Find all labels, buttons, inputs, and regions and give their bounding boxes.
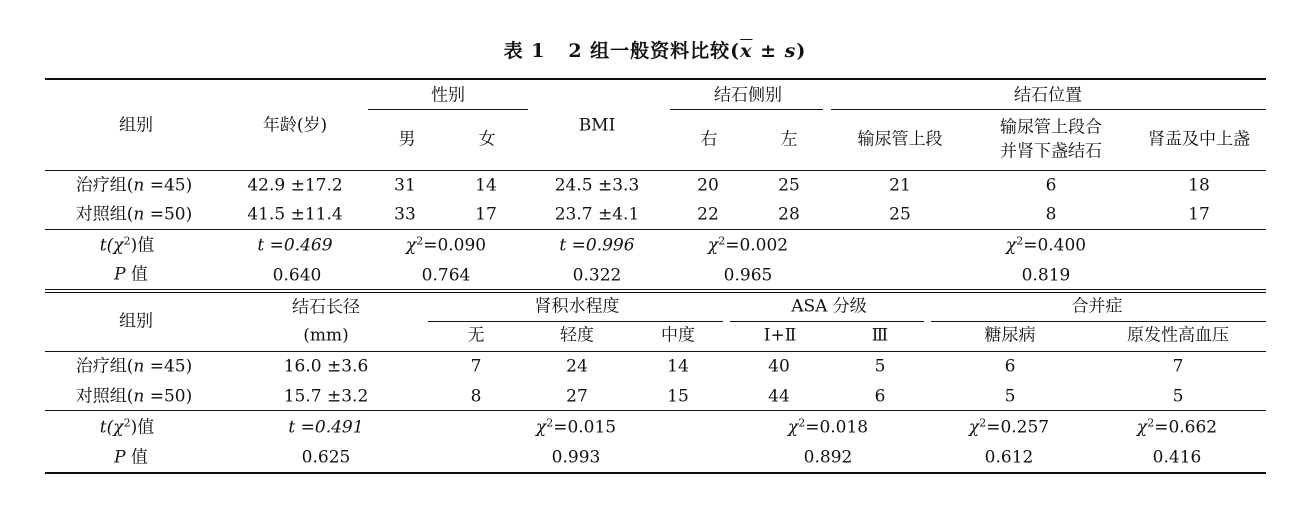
t1-row2-pos1: 25 — [889, 204, 911, 225]
p-symbol: P — [114, 447, 126, 468]
stat-value: =0.018 — [805, 417, 869, 438]
t2-stat-hydro — [536, 418, 616, 439]
superscript-2: 2 — [1016, 234, 1024, 248]
t1-row2-left: 28 — [778, 204, 800, 225]
stat-value: =0.090 — [423, 235, 487, 256]
t1-row2-male: 33 — [394, 204, 416, 225]
t2-row1-diabetes: 6 — [1004, 356, 1016, 377]
title-close: ) — [796, 40, 807, 62]
t2-header-comorbidity: 合并症 — [1071, 296, 1123, 317]
table-caption: 2 组一般资料比较( — [568, 40, 741, 62]
group-label: 对照组( — [75, 204, 134, 225]
t1-stat-age — [257, 236, 332, 257]
n-symbol: n — [133, 386, 145, 407]
t1-p-bmi: 0.322 — [572, 265, 622, 286]
t2-row1-none: 7 — [470, 356, 482, 377]
sex-header-rule — [368, 109, 528, 110]
t2-header-asa3: Ⅲ — [871, 325, 889, 346]
t2-row2-length: 15.7 ±3.2 — [283, 386, 369, 407]
chi-symbol: χ — [405, 235, 417, 256]
t1-header-pos3: 肾盂及中上盏 — [1148, 129, 1250, 150]
t1-stat-position — [1006, 236, 1086, 257]
t1-header-sex: 性别 — [431, 85, 465, 106]
t2-header-length: 结石长径 — [292, 297, 360, 318]
pm-symbol: ± — [752, 40, 785, 62]
t2-row2-group — [76, 387, 193, 408]
t1-stat-label — [100, 236, 154, 257]
t2-header-diabetes: 糖尿病 — [984, 325, 1036, 346]
superscript-2: 2 — [798, 416, 806, 430]
sd-symbol: s — [784, 40, 797, 62]
t2-row1-hypertension: 7 — [1172, 356, 1184, 377]
t2-header-hydro: 肾积水程度 — [534, 296, 620, 317]
t2-row2-hypertension: 5 — [1172, 386, 1184, 407]
t1-stat-side — [708, 236, 788, 257]
table-number: 表 1 — [503, 40, 546, 62]
superscript-2: 2 — [1147, 416, 1155, 430]
t2-stat-diabetes — [969, 418, 1049, 439]
stat-value: =0.002 — [725, 235, 789, 256]
chi-symbol: χ — [968, 417, 980, 438]
hydro-header-rule — [428, 321, 723, 322]
t1-p-sex: 0.764 — [421, 265, 471, 286]
p-suffix: 值 — [125, 447, 148, 468]
t1-row1-bmi: 24.5 ±3.3 — [554, 175, 640, 196]
t2-row2-asa3: 6 — [874, 386, 886, 407]
t2-row1-mild: 24 — [566, 356, 588, 377]
t1-row1-pos1: 21 — [889, 175, 911, 196]
n-symbol: n — [133, 175, 145, 196]
t2-stat-asa — [788, 418, 868, 439]
mean-symbol: $\overline{x}$ — [740, 40, 753, 62]
t2-stat-label — [100, 418, 154, 439]
t1-p-label — [114, 265, 148, 286]
t2-row1-group — [76, 357, 193, 378]
stat-suffix: )值 — [130, 417, 155, 438]
table2-bottom-rule — [45, 472, 1266, 474]
t2-row1-asa3: 5 — [874, 356, 886, 377]
t1-row1-right: 20 — [697, 175, 719, 196]
group-label: 对照组( — [75, 386, 134, 407]
n-symbol: n — [133, 204, 145, 225]
t2-p-hypertension: 0.416 — [1152, 447, 1202, 468]
p-suffix: 值 — [125, 264, 148, 285]
group-label: 治疗组( — [75, 356, 134, 377]
t1-header-right: 右 — [700, 129, 718, 150]
table2-data-rule — [45, 410, 1266, 411]
t1-row2-bmi: 23.7 ±4.1 — [554, 204, 640, 225]
t2-p-hydro: 0.993 — [551, 447, 601, 468]
t2-row1-asa12: 40 — [768, 356, 790, 377]
t1-row1-pos2: 6 — [1045, 175, 1057, 196]
t2-stat-hypertension — [1137, 418, 1217, 439]
superscript-2: 2 — [718, 234, 726, 248]
t2-row2-asa12: 44 — [768, 386, 790, 407]
t2-header-mild: 轻度 — [560, 325, 594, 346]
t2-row2-moderate: 15 — [667, 386, 689, 407]
table-title — [0, 36, 1310, 63]
t1-row1-pos3: 18 — [1188, 175, 1210, 196]
table1-bottom-rule-a — [45, 289, 1266, 290]
stat-value: t =0.469 — [257, 235, 333, 256]
n-value: =45) — [144, 175, 193, 196]
stat-value: t =0.996 — [559, 235, 635, 256]
t2-header-hypertension: 原发性高血压 — [1127, 325, 1229, 346]
t1-row2-age: 41.5 ±11.4 — [247, 204, 343, 225]
t2-header-asa: ASA 分级 — [791, 296, 867, 317]
superscript-2: 2 — [546, 416, 554, 430]
stat-value: =0.015 — [553, 417, 617, 438]
superscript-2: 2 — [416, 234, 424, 248]
chi-symbol: χ — [787, 417, 799, 438]
t1-row2-female: 17 — [475, 204, 497, 225]
stat-symbol: t(χ — [99, 235, 124, 256]
n-symbol: n — [133, 356, 145, 377]
t1-header-pos2a: 输尿管上段合 — [1000, 117, 1102, 138]
chi-symbol: χ — [1005, 235, 1017, 256]
stat-value: t =0.491 — [288, 417, 364, 438]
t2-stat-length — [288, 418, 363, 439]
t1-row2-pos3: 17 — [1188, 204, 1210, 225]
t2-header-none: 无 — [467, 325, 485, 346]
table1-data-rule — [45, 229, 1266, 230]
asa-header-rule — [730, 321, 924, 322]
stat-value: =0.400 — [1023, 235, 1087, 256]
t1-stat-sex — [406, 236, 486, 257]
t1-row1-left: 25 — [778, 175, 800, 196]
chi-symbol: χ — [707, 235, 719, 256]
table1-bottom-rule-b — [45, 292, 1266, 293]
t1-p-side: 0.965 — [723, 265, 773, 286]
t1-header-female: 女 — [478, 129, 496, 150]
t1-row2-pos2: 8 — [1045, 204, 1057, 225]
t2-p-label — [114, 448, 148, 469]
chi-symbol: χ — [535, 417, 547, 438]
stat-value: =0.662 — [1154, 417, 1218, 438]
t1-p-position: 0.819 — [1021, 265, 1071, 286]
chi-symbol: χ — [1136, 417, 1148, 438]
t1-header-side: 结石侧别 — [714, 85, 782, 106]
t1-header-position: 结石位置 — [1014, 85, 1082, 106]
t2-row2-none: 8 — [470, 386, 482, 407]
stat-suffix: )值 — [130, 235, 155, 256]
t2-p-diabetes: 0.612 — [984, 447, 1034, 468]
stat-symbol: t(χ — [99, 417, 124, 438]
t1-header-pos2b: 并肾下盏结石 — [1000, 141, 1102, 162]
position-header-rule — [831, 109, 1266, 110]
t2-header-moderate: 中度 — [661, 325, 695, 346]
t2-header-asa12: Ⅰ+Ⅱ — [763, 325, 797, 346]
superscript-2: 2 — [123, 234, 131, 248]
t1-header-age: 年龄(岁) — [262, 115, 328, 136]
t2-p-length: 0.625 — [301, 447, 351, 468]
t1-stat-bmi — [559, 236, 634, 257]
t2-p-asa: 0.892 — [803, 447, 853, 468]
group-label: 治疗组( — [75, 175, 134, 196]
t2-row2-mild: 27 — [566, 386, 588, 407]
t1-header-left: 左 — [780, 129, 798, 150]
table2-header-rule — [45, 351, 1266, 352]
t2-header-group: 组别 — [119, 311, 153, 332]
comorbidity-header-rule — [931, 321, 1266, 322]
t1-header-group: 组别 — [119, 115, 153, 136]
n-value: =50) — [144, 386, 193, 407]
t2-header-length-unit: (mm) — [303, 325, 349, 346]
superscript-2: 2 — [979, 416, 987, 430]
t1-p-age: 0.640 — [272, 265, 322, 286]
t1-row1-group — [76, 176, 193, 197]
table1-header-rule — [45, 170, 1266, 171]
t1-header-pos1: 输尿管上段 — [857, 129, 943, 150]
t1-row1-age: 42.9 ±17.2 — [247, 175, 343, 196]
t1-row1-male: 31 — [394, 175, 416, 196]
t1-row2-group — [76, 205, 193, 226]
side-header-rule — [670, 109, 823, 110]
stat-value: =0.257 — [986, 417, 1050, 438]
t2-row1-length: 16.0 ±3.6 — [283, 356, 369, 377]
t2-row1-moderate: 14 — [667, 356, 689, 377]
t2-row2-diabetes: 5 — [1004, 386, 1016, 407]
t1-row2-right: 22 — [697, 204, 719, 225]
n-value: =50) — [144, 204, 193, 225]
table1-top-rule — [45, 78, 1266, 80]
superscript-2: 2 — [123, 416, 131, 430]
n-value: =45) — [144, 356, 193, 377]
p-symbol: P — [114, 264, 126, 285]
t1-header-male: 男 — [398, 129, 416, 150]
t1-header-bmi: BMI — [578, 115, 616, 136]
t1-row1-female: 14 — [475, 175, 497, 196]
